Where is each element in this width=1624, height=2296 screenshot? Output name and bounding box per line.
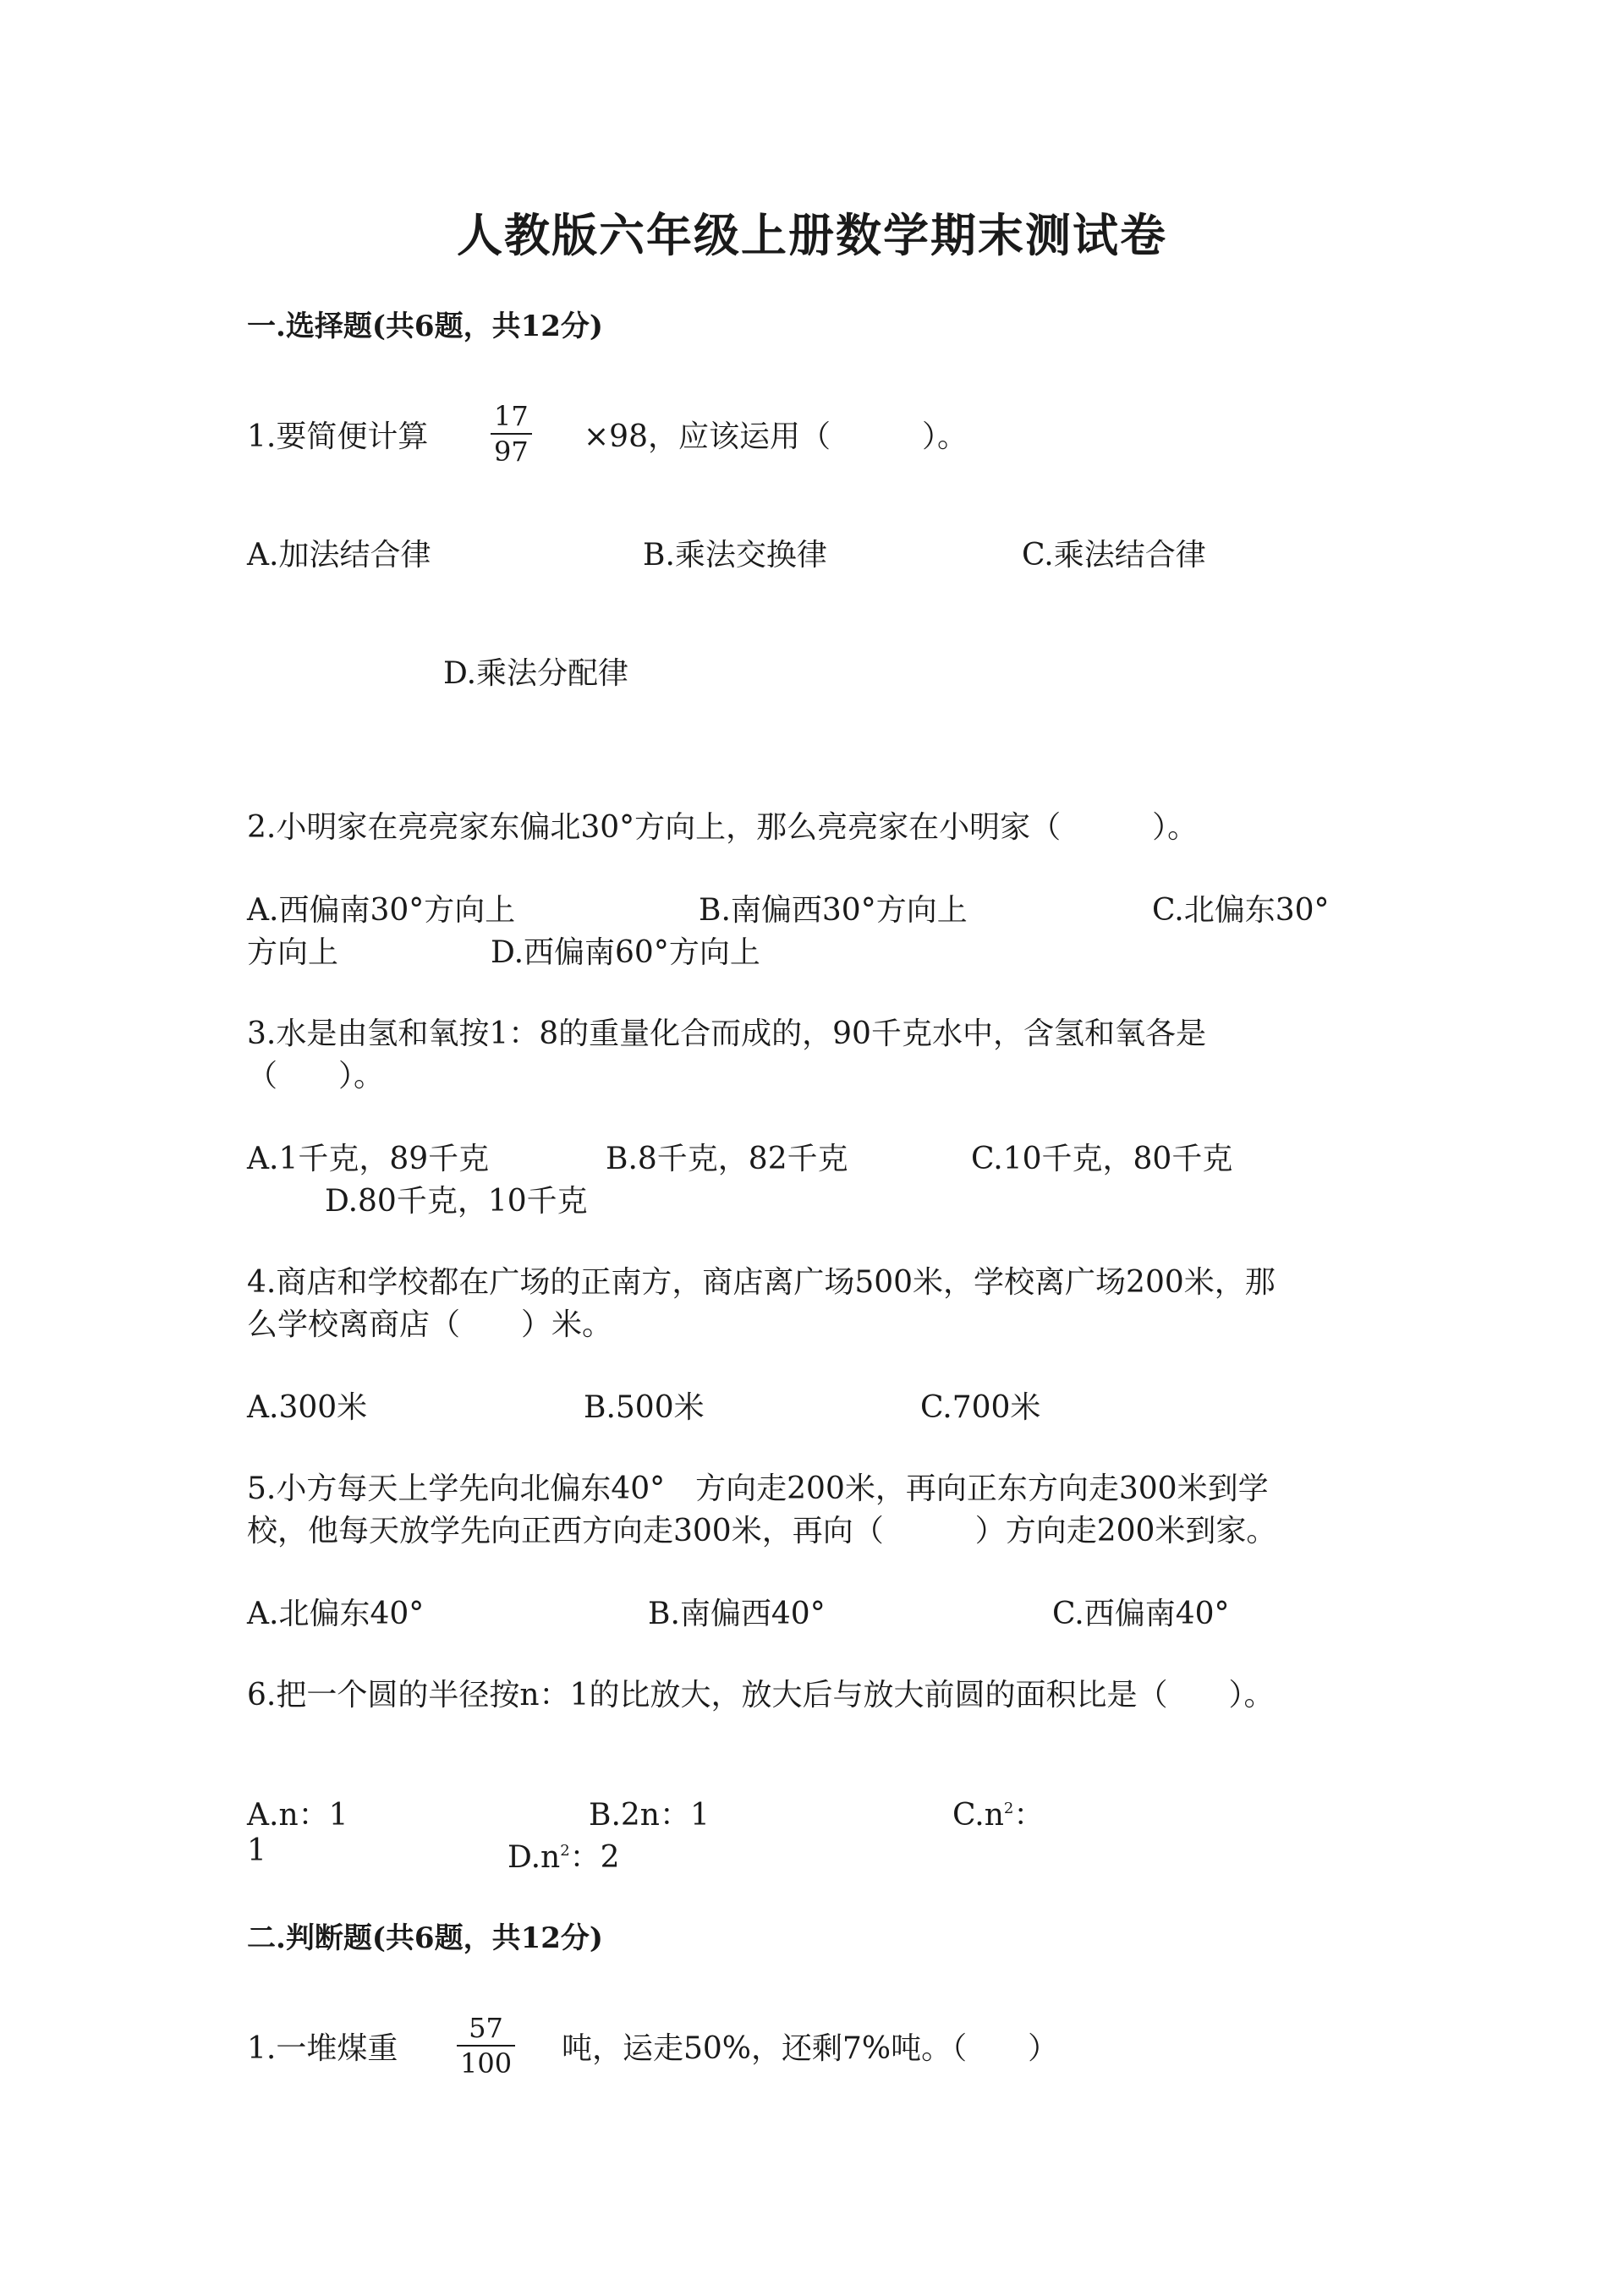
section-heading-choice: 一.选择题(共6题，共12分) xyxy=(247,310,603,343)
page-title: 人教版六年级上册数学期末测试卷 xyxy=(457,208,1167,262)
fraction xyxy=(491,399,532,469)
fraction-numerator: 17 xyxy=(494,400,529,432)
option-c[interactable]: C.西偏南40° xyxy=(1052,1597,1230,1631)
fraction xyxy=(457,2011,515,2080)
question-text-suffix: 吨，运走50%，还剩7%吨。（ ） xyxy=(562,2031,1059,2066)
option-a[interactable]: A.西偏南30°方向上 xyxy=(247,893,516,928)
question-text-line2: 校，他每天放学先向正西方向走300米，再向（ ）方向走200米到家。 xyxy=(247,1514,1277,1548)
option-c[interactable]: C.10千克，80千克 xyxy=(971,1142,1233,1176)
option-b[interactable]: B.南偏西40° xyxy=(648,1597,826,1631)
fraction-numerator: 57 xyxy=(469,2012,503,2044)
option-a[interactable]: A.1千克，89千克 xyxy=(247,1142,490,1176)
superscript: 2 xyxy=(1003,1800,1014,1817)
question-text: 1.一堆煤重 xyxy=(247,2031,398,2066)
option-b[interactable]: B.500米 xyxy=(584,1390,705,1425)
question-text-line1: 5.小方每天上学先向北偏东40° 方向走200米，再向正东方向走300米到学 xyxy=(247,1471,1269,1506)
option-d[interactable]: D.西偏南60°方向上 xyxy=(491,935,760,970)
question-text-line2: （ ）。 xyxy=(247,1059,385,1093)
option-c[interactable]: C.北偏东30° xyxy=(1152,893,1330,928)
question-text: 1.要简便计算 xyxy=(247,419,429,454)
option-d[interactable] xyxy=(508,1833,620,1877)
option-c-base: C.n xyxy=(952,1798,1004,1833)
option-d[interactable]: D.乘法分配律 xyxy=(443,656,629,691)
option-b[interactable]: B.南偏西30°方向上 xyxy=(699,893,968,928)
option-d-tail: ：2 xyxy=(569,1840,620,1875)
option-c-tail: ： xyxy=(1013,1798,1045,1833)
option-b[interactable]: B.乘法交换律 xyxy=(643,538,827,573)
option-c[interactable]: C.700米 xyxy=(920,1390,1041,1425)
question-text-suffix: ×98，应该运用（ ）。 xyxy=(584,419,968,454)
fraction-denominator: 97 xyxy=(494,436,529,468)
option-c-continued: 1 xyxy=(247,1833,266,1868)
question-text-line1: 4.商店和学校都在广场的正南方，商店离广场500米，学校离广场200米，那 xyxy=(247,1265,1276,1300)
question-text-line1: 3.水是由氢和氧按1：8的重量化合而成的，90千克水中，含氢和氧各是 xyxy=(247,1016,1206,1051)
superscript: 2 xyxy=(560,1842,570,1860)
option-b[interactable]: B.8千克，82千克 xyxy=(606,1142,848,1176)
question-text: 2.小明家在亮亮家东偏北30°方向上，那么亮亮家在小明家（ ）。 xyxy=(247,810,1199,845)
section-heading-judgment: 二.判断题(共6题，共12分) xyxy=(247,1921,603,1955)
question-text-line2: 么学校离商店（ ）米。 xyxy=(247,1307,613,1342)
option-b[interactable]: B.2n：1 xyxy=(589,1798,710,1833)
option-c[interactable] xyxy=(952,1791,1044,1834)
option-a[interactable]: A.加法结合律 xyxy=(247,538,431,573)
option-d[interactable]: D.80千克，10千克 xyxy=(325,1184,588,1219)
option-c[interactable]: C.乘法结合律 xyxy=(1022,538,1206,573)
option-c-continued: 方向上 xyxy=(247,935,339,970)
option-d-base: D.n xyxy=(508,1840,561,1875)
option-a[interactable]: A.n：1 xyxy=(247,1798,348,1833)
question-text: 6.把一个圆的半径按n：1的比放大，放大后与放大前圆的面积比是（ ）。 xyxy=(247,1678,1275,1712)
option-a[interactable]: A.北偏东40° xyxy=(247,1597,425,1631)
option-a[interactable]: A.300米 xyxy=(247,1390,368,1425)
fraction-denominator: 100 xyxy=(460,2047,513,2080)
